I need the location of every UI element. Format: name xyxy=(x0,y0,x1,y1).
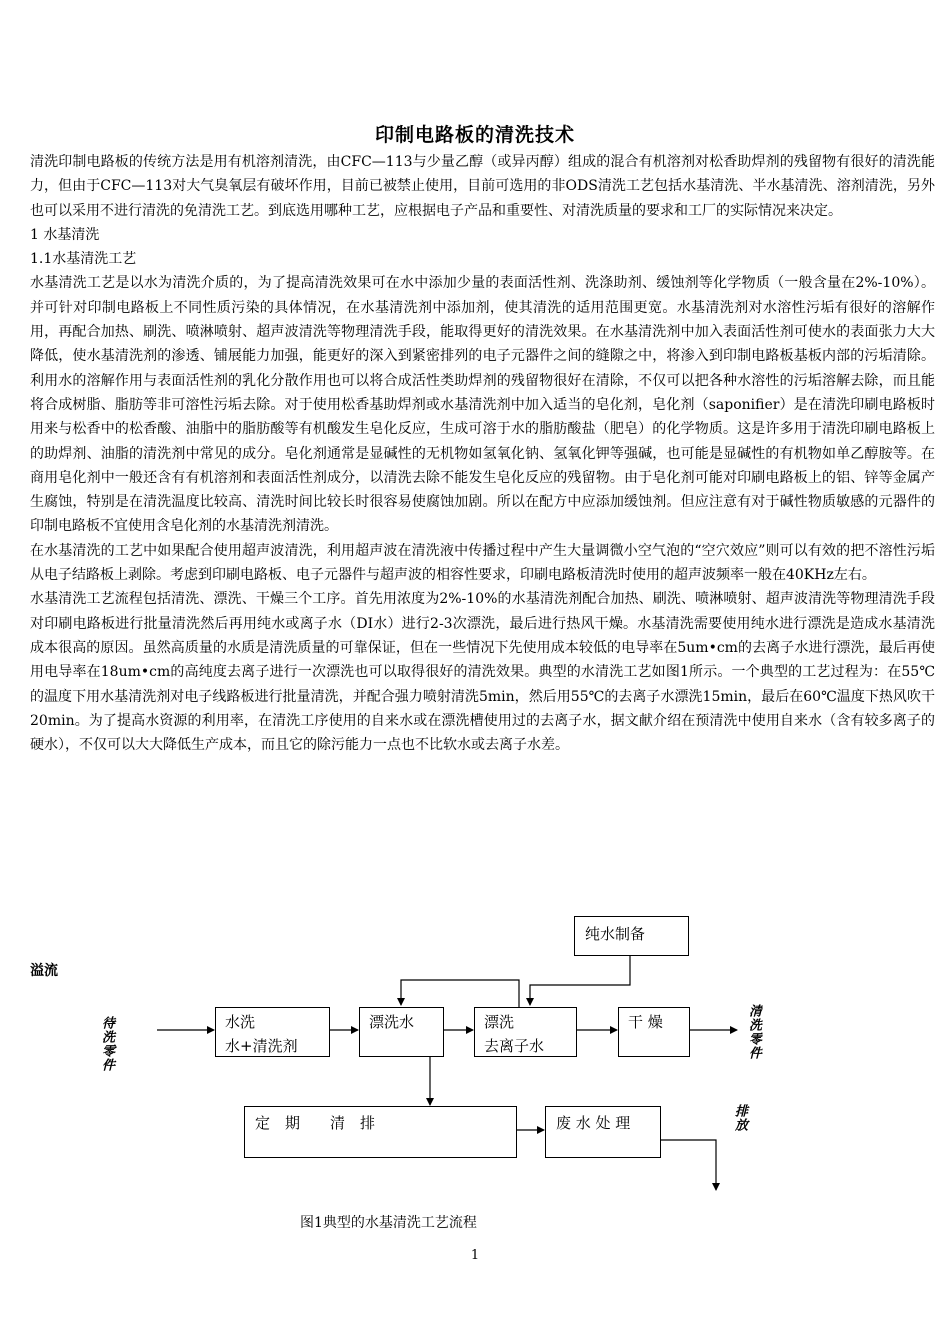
periodic-drain-box xyxy=(244,1106,517,1158)
discharge-label: 排放 xyxy=(732,1104,747,1132)
wastewater-box xyxy=(545,1106,661,1158)
page-number: 1 xyxy=(470,1248,480,1263)
deionized-water-label: 去离子水 xyxy=(484,1037,545,1055)
output-parts-label: 清洗零件 xyxy=(746,1004,761,1060)
rinse-label: 漂洗 xyxy=(484,1013,515,1031)
rinse-water-label: 漂洗水 xyxy=(369,1013,415,1031)
deionized-rinse-box xyxy=(474,1007,577,1057)
arrow-discharge xyxy=(661,1140,716,1190)
wash-solution-label: 水+清洗剂 xyxy=(225,1037,298,1055)
pure-water-box xyxy=(574,916,689,956)
wash-label: 水洗 xyxy=(225,1013,256,1031)
paragraph-ultrasonic: 在水基清洗的工艺中如果配合使用超声波清洗，利用超声波在清洗液中传播过程中产生大量调微小空气泡的“空穴效应”则可以有效的把不溶性污垢从电子结路板上剥除。考虑到印刷电路板、电子元器件与超声波的相容性要求，印刷电路板清洗时使用的超声波频率一般在40KHz左右。 xyxy=(30,542,935,584)
dry-box xyxy=(618,1007,690,1057)
figure-caption: 图1典型的水基清洗工艺流程 xyxy=(300,1215,477,1231)
paragraph-intro: 清洗印制电路板的传统方法是用有机溶剂清洗，由CFC—113与少量乙醇（或异丙醇）组成的混合有机溶剂对松香助焊剂的残留物有很好的清洗能力，但由于CFC—113对大气臭氧层有破坏作用，目前已被禁止使用，目前可选用的非ODS清洗工艺包括水基清洗、半水基清洗、溶剂清洗，另外也可以采用不进行清洗的免清洗工艺。到底选用哪种工艺，应根据电子产品和重要性、对清洗质量的要求和工厂的实际情况来决定。 xyxy=(30,154,935,219)
page-title: 印制电路板的清洗技术 xyxy=(374,124,575,146)
arrow-pure-water xyxy=(530,955,630,1005)
wastewater-label: 废 水 处 理 xyxy=(556,1114,631,1132)
overflow-label: 溢流 xyxy=(30,963,58,979)
periodic-drain-label: 定 期 清 排 xyxy=(255,1114,376,1132)
rinse-water-box xyxy=(359,1007,444,1057)
paragraph-process-flow: 水基清洗工艺流程包括清洗、漂洗、干燥三个工序。首先用浓度为2%-10%的水基清洗剂配合加热、刷洗、喷淋喷射、超声波清洗等物理清洗手段对印刷电路板进行批量清洗然后再用纯水或离子水（DI水）进行2-3次漂洗，最后进行热风干燥。水基清洗需要使用纯水进行漂洗是造成水基清洗成本很高的原因。虽然高质量的水质是清洗质量的可靠保证，但在一些情况下先使用成本较低的电导率在5um•cm的去离子水进行漂洗，最后再使用电导率在18um•cm的高纯度去离子进行一次漂洗也可以取得很好的清洗效果。典型的水清洗工艺如图1所示。一个典型的工艺过程为：在55℃的温度下用水基清洗剂对电子线路板进行批量清洗，并配合强力喷射清洗5min，然后用55℃的去离子水漂洗15min，最后在60℃温度下热风吹干20min。为了提高水资源的利用率，在清洗工序使用的自来水或在漂洗槽使用过的去离子水，据文献介绍在预清洗中使用自来水（含有较多离子的硬水），不仅可以大大降低生产成本，而且它的除污能力一点也不比软水或去离子水差。 xyxy=(30,591,935,754)
subsection-heading: 1.1水基清洗工艺 xyxy=(30,251,137,268)
paragraph-water-based: 水基清洗工艺是以水为清洗介质的，为了提高清洗效果可在水中添加少量的表面活性剂、洗涤助剂、缓蚀剂等化学物质（一般含量在2%-10%）。并可针对印制电路板上不同性质污染的具体情况，在水基清洗剂中添加剂，使其清洗的适用范围更宽。水基清洗剂对水溶性污垢有很好的溶解作用，再配合加热、刷洗、喷淋喷射、超声波清洗等物理清洗手段，能取得更好的清洗效果。在水基清洗剂中加入表面活性剂可使水的表面张力大大降低，使水基清洗剂的渗透、铺展能力加强，能更好的深入到紧密排列的电子元器件之间的缝隙之中，将渗入到印制电路板基板内部的污垢清除。利用水的溶解作用与表面活性剂的乳化分散作用也可以将合成活性类助焊剂的残留物很好在清除，不仅可以把各种水溶性的污垢溶解去除，而且能将合成树脂、脂肪等非可溶性污垢去除。对于使用松香基助焊剂或水基清洗剂中加入适当的皂化剂，皂化剂（saponifier）是在清洗印刷电路板时用来与松香中的松香酸、油脂中的脂肪酸等有机酸发生皂化反应，生成可溶于水的脂肪酸盐（肥皂）的化学物质。这是许多用于清洗印刷电路板上的助焊剂、油脂的清洗剂中常见的成分。皂化剂通常是显碱性的无机物如氢氧化钠、氢氧化钾等强碱，也可能是显碱性的有机物如单乙醇胺等。在商用皂化剂中一般还含有有机溶剂和表面活性剂成分，以清洗去除不能发生皂化反应的残留物。由于皂化剂可能对印刷电路板上的铝、锌等金属产生腐蚀，特别是在清洗温度比较高、清洗时间比较长时很容易使腐蚀加剧。所以在配方中应添加缓蚀剂。但应注意有对于碱性物质敏感的元器件的印制电路板不宜使用含皂化剂的水基清洗剂清洗。 xyxy=(30,275,935,535)
wash-box xyxy=(215,1007,330,1057)
pure-water-label: 纯水制备 xyxy=(585,925,646,943)
input-parts-label: 待洗零件 xyxy=(99,1016,114,1072)
dry-label: 干 燥 xyxy=(628,1013,663,1031)
arrow-overflow-back xyxy=(401,980,519,1007)
section-heading: 1 水基清洗 xyxy=(30,226,100,243)
